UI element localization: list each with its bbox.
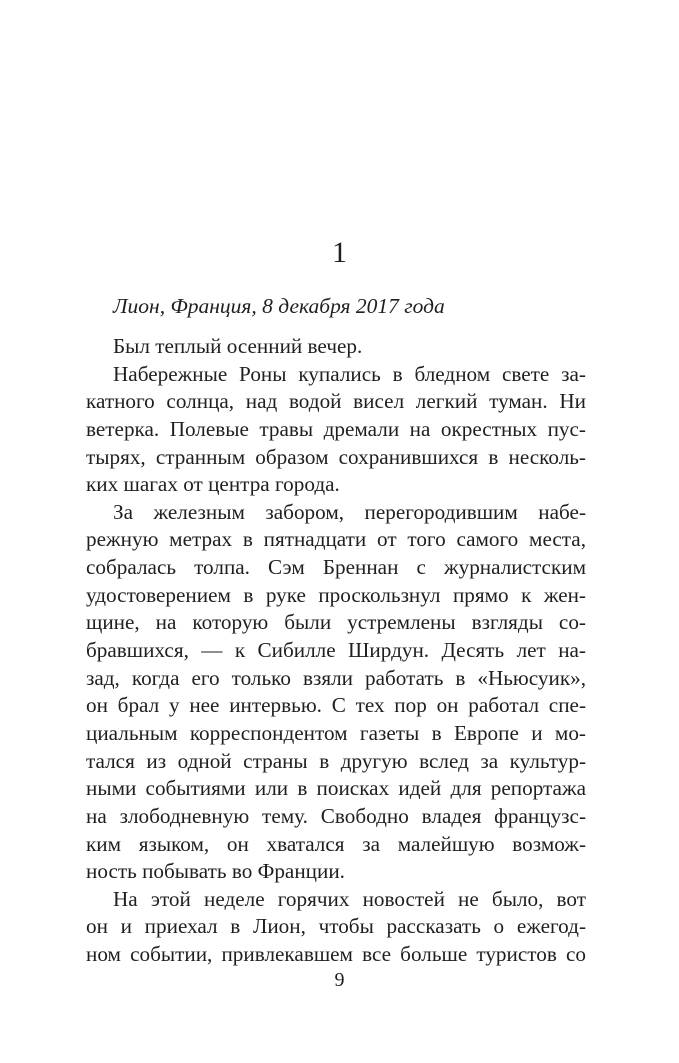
body-text	[86, 333, 586, 969]
text-line: на злободневную тему. Свободно владея французс-	[86, 803, 586, 828]
text-line: ким языком, он хватался за малейшую возмож-	[86, 831, 586, 856]
text-line: зад, когда его только взяли работать в «Ньюсуик»,	[86, 665, 586, 690]
text-line: собралась толпа. Сэм Бреннан с журналистским	[86, 555, 586, 580]
page-number: 9	[334, 969, 345, 991]
text-line: катного солнца, над водой висел легкий туман. Ни	[86, 389, 586, 414]
text-line: ном событии, привлекавшем все больше туристов со	[86, 942, 586, 967]
chapter-subtitle: Лион, Франция, 8 декабря 2017 года	[113, 294, 445, 318]
text-line: удостоверением в руке проскользнул прямо к жен-	[86, 582, 586, 607]
text-line: режную метрах в пятнадцати от того самого места,	[86, 527, 586, 552]
text-line: ность побывать во Франции.	[86, 859, 345, 884]
text-line: он и приехал в Лион, чтобы рассказать о ежегод-	[86, 914, 586, 939]
text-line: ких шагах от центра города.	[86, 472, 340, 497]
text-line: ными событиями или в поисках идей для репортажа	[86, 776, 586, 801]
text-line: Был теплый осенний вечер.	[113, 334, 363, 358]
text-line: На этой неделе горячих новостей не было, вот	[113, 886, 586, 911]
text-line: щине, на которую были устремлены взгляды со-	[86, 610, 586, 635]
text-line: он брал у нее интервью. С тех пор он работал спе-	[86, 693, 586, 718]
chapter-number: 1	[332, 236, 347, 269]
text-line: тырях, странным образом сохранившихся в несколь-	[86, 444, 586, 469]
text-line: бравшихся, — к Сибилле Ширдун. Десять лет на-	[86, 638, 586, 663]
text-line: За железным забором, перегородившим набе-	[113, 499, 586, 524]
text-line: ветерка. Полевые травы дремали на окрестных пус-	[86, 416, 586, 441]
text-line: Набережные Роны купались в бледном свете за-	[113, 361, 586, 386]
text-line: циальным корреспондентом газеты в Европе и мо-	[86, 720, 586, 745]
text-line: тался из одной страны в другую вслед за культур-	[86, 748, 586, 773]
